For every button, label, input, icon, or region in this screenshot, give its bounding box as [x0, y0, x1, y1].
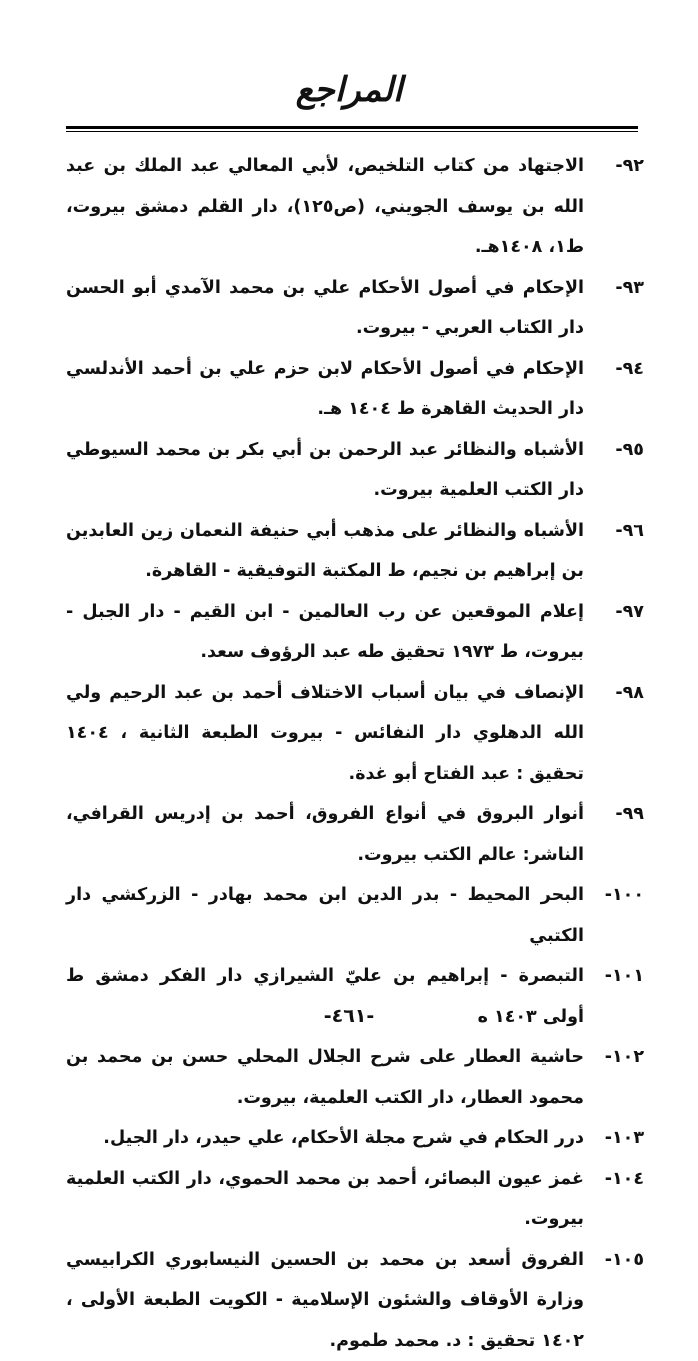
- reference-item: [66, 673, 644, 795]
- reference-number: ١٠٥-: [586, 1240, 644, 1281]
- reference-text: التبصرة - إبراهيم بن عليّ الشيرازي دار الفكر دمشق ط أولى ١٤٠٣ ه: [66, 966, 584, 1027]
- reference-item: [66, 875, 644, 956]
- reference-number: ١٠١-: [586, 956, 644, 997]
- page-header: [0, 70, 698, 110]
- reference-text: غمز عيون البصائر، أحمد بن محمد الحموي، دار الكتب العلمية بيروت.: [66, 1169, 584, 1230]
- reference-number: ٩٣-: [586, 268, 644, 309]
- references-list: [66, 146, 644, 1361]
- reference-number: ٩٥-: [586, 430, 644, 471]
- reference-text: الاجتهاد من كتاب التلخيص، لأبي المعالي عبد الملك بن عبد الله بن يوسف الجويني، (ص١٢٥)، دار القلم دمشق بيروت، ط١، ١٤٠٨هـ.: [66, 156, 584, 257]
- page-footer: [0, 1005, 698, 1027]
- reference-number: ٩٢-: [586, 146, 644, 187]
- reference-text: الإحكام في أصول الأحكام لابن حزم علي بن أحمد الأندلسي دار الحديث القاهرة ط ١٤٠٤ هـ.: [66, 359, 584, 420]
- reference-item: [66, 146, 644, 268]
- reference-number: ١٠٤-: [586, 1159, 644, 1200]
- reference-number: ٩٧-: [586, 592, 644, 633]
- reference-item: [66, 511, 644, 592]
- reference-text: إعلام الموقعين عن رب العالمين - ابن القيم - دار الجبل - بيروت، ط ١٩٧٣ تحقيق طه عبد الرؤوف سعد.: [66, 602, 584, 663]
- reference-text: أنوار البروق في أنواع الفروق، أحمد بن إدريس القرافي، الناشر: عالم الكتب بيروت.: [66, 804, 584, 865]
- reference-text: البحر المحيط - بدر الدين ابن محمد بهادر - الزركشي دار الكتبي: [66, 885, 584, 946]
- reference-text: الأشباه والنظائر عبد الرحمن بن أبي بكر بن محمد السيوطي دار الكتب العلمية بيروت.: [66, 440, 584, 501]
- reference-number: ١٠٠-: [586, 875, 644, 916]
- reference-number: ٩٦-: [586, 511, 644, 552]
- reference-item: [66, 430, 644, 511]
- reference-item: [66, 268, 644, 349]
- reference-text: حاشية العطار على شرح الجلال المحلي حسن بن محمد بن محمود العطار، دار الكتب العلمية، بيروت.: [66, 1047, 584, 1108]
- reference-item: [66, 1159, 644, 1240]
- reference-number: ١٠٣-: [586, 1118, 644, 1159]
- reference-number: ١٠٢-: [586, 1037, 644, 1078]
- reference-item: [66, 1037, 644, 1118]
- reference-text: الفروق أسعد بن محمد بن الحسين النيسابوري الكرابيسي وزارة الأوقاف والشئون الإسلامية - الكويت الطبعة الأولى ، ١٤٠٢ تحقيق : د. محمد طموم.: [66, 1250, 584, 1351]
- reference-item: [66, 349, 644, 430]
- reference-text: درر الحكام في شرح مجلة الأحكام، علي حيدر، دار الجيل.: [103, 1128, 584, 1148]
- reference-item: [66, 592, 644, 673]
- reference-number: ٩٩-: [586, 794, 644, 835]
- reference-item: [66, 1118, 644, 1159]
- reference-number: ٩٤-: [586, 349, 644, 390]
- reference-item: [66, 1240, 644, 1361]
- reference-text: الأشباه والنظائر على مذهب أبي حنيفة النعمان زين العابدين بن إبراهيم بن نجيم، ط المكتبة التوفيقية - القاهرة.: [66, 521, 584, 582]
- reference-number: ٩٨-: [586, 673, 644, 714]
- header-divider: [66, 126, 638, 132]
- reference-text: الإحكام في أصول الأحكام علي بن محمد الآمدي أبو الحسن دار الكتاب العربي - بيروت.: [66, 278, 584, 339]
- page-number: -٤٦١-: [324, 1005, 375, 1027]
- page-title: المراجع: [296, 70, 403, 110]
- reference-text: الإنصاف في بيان أسباب الاختلاف أحمد بن عبد الرحيم ولي الله الدهلوي دار النفائس - بيروت الطبعة الثانية ، ١٤٠٤ تحقيق : عبد الفتاح أبو غدة.: [66, 683, 584, 784]
- reference-item: [66, 794, 644, 875]
